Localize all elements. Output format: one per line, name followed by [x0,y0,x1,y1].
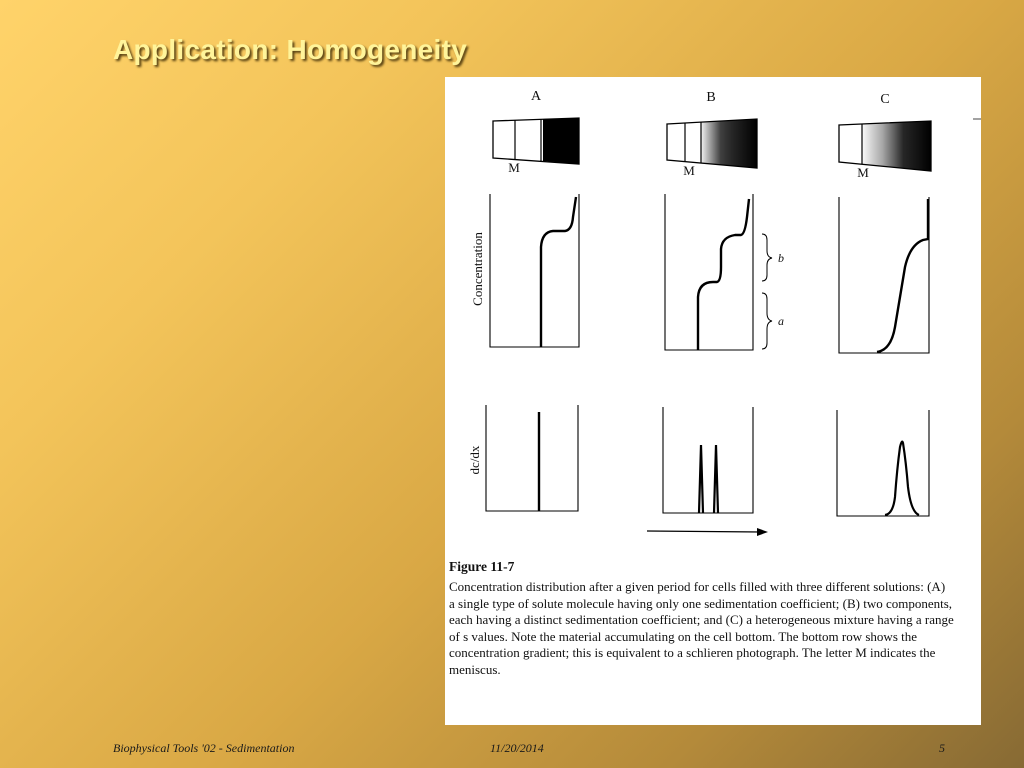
dcdx-plot-a [486,405,578,511]
bracket-label-b: b [778,251,784,265]
dcdx-plot-c [837,410,929,516]
concentration-plot-a [490,194,579,347]
figure-diagram [445,77,981,557]
column-label-a: A [530,89,542,104]
bracket-a [762,293,772,349]
figure-caption-text: Concentration distribution after a given period for cells filled with three different solutions: (A) a single type of solute molecule having only one sedimentation coefficient; (B) two components, each having a distinct sedimentation coefficient; and (C) a heterogeneous mixture having a range of s values. Note the material accumulating on the cell bottom. The bottom row shows the concentration gradient; this is equivalent to a schlieren photograph. The letter M indicates the meniscus. [449,579,954,677]
footer-slide-number: 5 [939,741,945,755]
column-label-b: B [706,90,716,105]
figure-panel [445,77,981,725]
slide-title: Application: Homogeneity [113,34,468,65]
meniscus-label-a: M [508,160,520,175]
bracket-label-a: a [778,314,784,328]
sedimentation-direction-arrow [647,528,768,536]
cell-b [667,119,757,168]
footer-date: 11/20/2014 [490,741,544,755]
bracket-b [762,234,772,281]
concentration-plot-c [839,197,929,353]
cell-c [839,121,931,171]
dcdx-plot-b [663,407,753,513]
figure-caption [449,559,954,679]
y-axis-label-dcdx: dc/dx [467,445,482,475]
figure-number: Figure 11-7 [449,559,515,574]
meniscus-label-b: M [683,163,695,178]
y-axis-label-concentration: Concentration [470,232,485,306]
footer-course-title: Biophysical Tools '02 - Sedimentation [113,741,295,755]
column-label-c: C [880,92,890,107]
meniscus-label-c: M [857,165,869,180]
concentration-plot-b [665,194,753,350]
cell-a [493,118,579,164]
